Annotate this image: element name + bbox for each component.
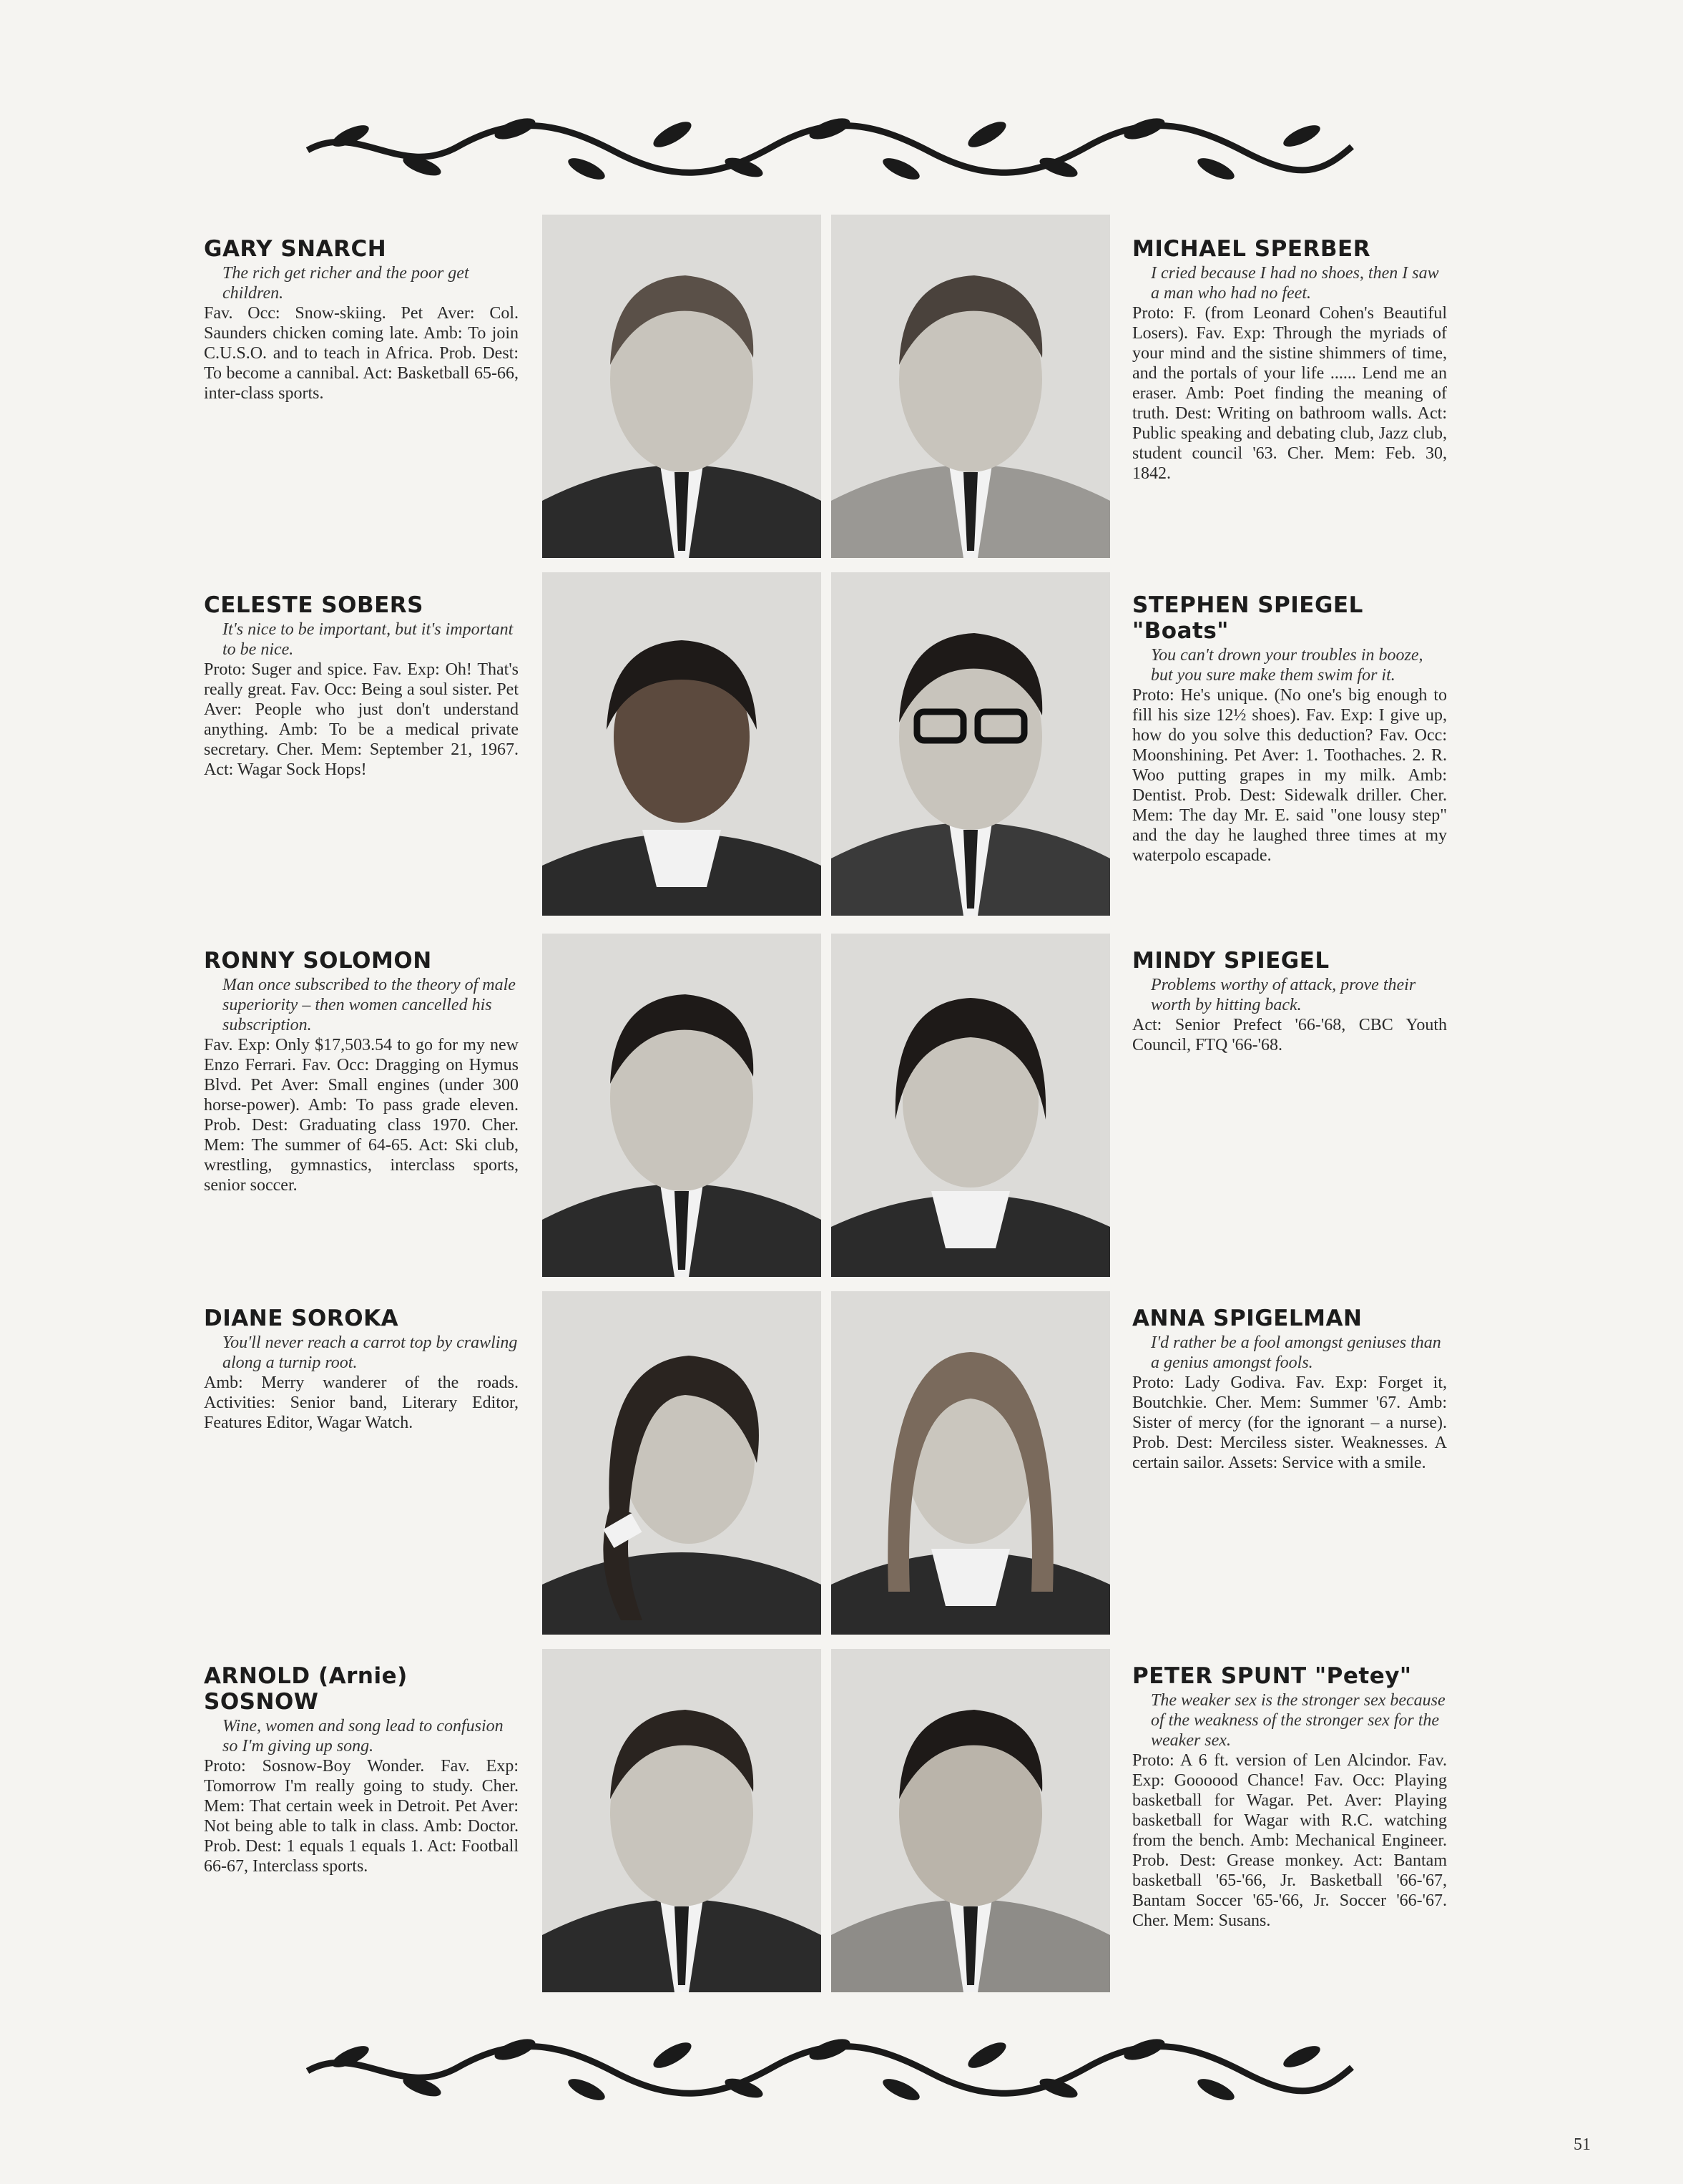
student-motto: I cried because I had no shoes, then I saw a man who had no feet. <box>1151 264 1439 303</box>
student-name: ARNOLD (Arnie) SOSNOW <box>204 1663 408 1715</box>
student-motto: You can't drown your troubles in booze, but you sure make them swim for it. <box>1151 646 1423 685</box>
student-bio: Proto: A 6 ft. version of Len Alcindor. Fav. Exp: Goooood Chance! Fav. Occ: Playing basketball for Wagar. Pet. Aver: Playing basketball for Wagar with R.C. watching from the bench. Amb: Mechanical Engineer. Prob. Dest: Grease monkey. Act: Bantam basketball '65-'66, Jr. Basketball '66-'67, Bantam Soccer '65-'66, Jr. Soccer '66-'67. Cher. Mem: Susans. <box>1132 1751 1447 1930</box>
student-bio: Amb: Merry wanderer of the roads. Activities: Senior band, Literary Editor, Features Editor, Wagar Watch. <box>204 1373 519 1432</box>
student-motto: The rich get richer and the poor get children. <box>222 264 469 303</box>
student-entry <box>204 948 519 1195</box>
page-number: 51 <box>1574 2135 1591 2154</box>
student-bio: Fav. Occ: Snow-skiing. Pet Aver: Col. Saunders chicken coming late. Amb: To join C.U.S.O. and to teach in Africa. Prob. Dest: To become a cannibal. Act: Basketball 65-66, inter-class sports. <box>204 304 519 403</box>
student-motto: You'll never reach a carrot top by crawling along a turnip root. <box>222 1333 518 1372</box>
student-entry <box>204 236 519 403</box>
student-name: RONNY SOLOMON <box>204 948 432 974</box>
vine-border-bottom <box>300 2028 1359 2114</box>
student-bio: Proto: Lady Godiva. Fav. Exp: Forget it, Boutchkie. Cher. Mem: Summer '67. Amb: Sister of mercy (for the ignorant – a nurse). Prob. Dest: Merciless sister. Weaknesses. A certain sailor. Assets: Service with a smile. <box>1132 1373 1447 1472</box>
student-motto: The weaker sex is the stronger sex because of the weakness of the stronger sex for the weaker sex. <box>1151 1691 1446 1750</box>
student-portrait <box>831 215 1110 558</box>
student-bio: Proto: He's unique. (No one's big enough to fill his size 12½ shoes). Fav. Exp: I give up, how do you solve this deduction? Fav. Occ: Moonshining. Pet Aver: 1. Toothaches. 2. R. Woo putting grapes in my milk. Amb: Dentist. Prob. Dest: Sidewalk driller. Cher. Mem: The day Mr. E. said "one lousy step" and the day he laughed three times at my waterpolo escapade. <box>1132 686 1447 865</box>
student-motto: Problems worthy of attack, prove their worth by hitting back. <box>1151 976 1416 1014</box>
student-entry <box>204 1663 519 1876</box>
student-name: MINDY SPIEGEL <box>1132 948 1330 974</box>
student-name: MICHAEL SPERBER <box>1132 236 1371 262</box>
student-portrait <box>542 572 821 916</box>
student-bio: Proto: Sosnow-Boy Wonder. Fav. Exp: Tomorrow I'm really going to study. Cher. Mem: That certain week in Detroit. Pet Aver: Not being able to talk in class. Amb: Doctor. Prob. Dest: 1 equals 1 equals 1. Act: Football 66-67, Interclass sports. <box>204 1757 519 1876</box>
student-portrait <box>542 215 821 558</box>
student-entry <box>1132 1663 1447 1931</box>
student-bio: Proto: Suger and spice. Fav. Exp: Oh! That's really great. Fav. Occ: Being a soul sister. Pet Aver: People who just don't understand anything. Amb: To be a medical private secretary. Cher. Mem: September 21, 1967. Act: Wagar Sock Hops! <box>204 660 519 779</box>
student-entry <box>1132 1306 1447 1473</box>
student-motto: I'd rather be a fool amongst geniuses than a genius amongst fools. <box>1151 1333 1441 1372</box>
student-name: ANNA SPIGELMAN <box>1132 1306 1363 1331</box>
student-bio: Fav. Exp: Only $17,503.54 to go for my new Enzo Ferrari. Fav. Occ: Dragging on Hymus Blvd. Pet Aver: Small engines (under 300 horse-power). Amb: To pass grade eleven. Prob. Dest: Graduating class 1970. Cher. Mem: The summer of 64-65. Act: Ski club, wrestling, gymnastics, interclass sports, senior soccer. <box>204 1036 519 1195</box>
student-portrait <box>831 1291 1110 1635</box>
student-entry <box>204 1306 519 1433</box>
student-entry <box>1132 236 1447 484</box>
student-portrait <box>542 1291 821 1635</box>
student-name: DIANE SOROKA <box>204 1306 399 1331</box>
student-name: GARY SNARCH <box>204 236 387 262</box>
student-name: PETER SPUNT "Petey" <box>1132 1663 1412 1689</box>
student-bio: Proto: F. (from Leonard Cohen's Beautiful Losers). Fav. Exp: Through the myriads of your mind and the sistine shimmers of time, and the portals of your life ...... Lend me an eraser. Amb: Poet finding the meaning of truth. Dest: Writing on bathroom walls. Act: Public speaking and debating club, Jazz club, student council '63. Cher. Mem: Feb. 30, 1842. <box>1132 304 1447 483</box>
student-bio: Act: Senior Prefect '66-'68, CBC Youth Council, FTQ '66-'68. <box>1132 1016 1447 1054</box>
student-portrait <box>831 1649 1110 1992</box>
student-name: CELESTE SOBERS <box>204 592 423 618</box>
vine-border-top <box>300 107 1359 193</box>
student-entry <box>1132 948 1447 1055</box>
student-portrait <box>542 1649 821 1992</box>
student-portrait <box>831 572 1110 916</box>
student-motto: Wine, women and song lead to confusion so I'm giving up song. <box>222 1717 504 1755</box>
student-portrait <box>542 934 821 1277</box>
student-motto: It's nice to be important, but it's important to be nice. <box>222 620 514 659</box>
student-entry <box>1132 592 1447 866</box>
student-motto: Man once subscribed to the theory of male superiority – then women cancelled his subscription. <box>222 976 516 1034</box>
student-entry <box>204 592 519 780</box>
student-portrait <box>831 934 1110 1277</box>
student-name: STEPHEN SPIEGEL "Boats" <box>1132 592 1363 644</box>
